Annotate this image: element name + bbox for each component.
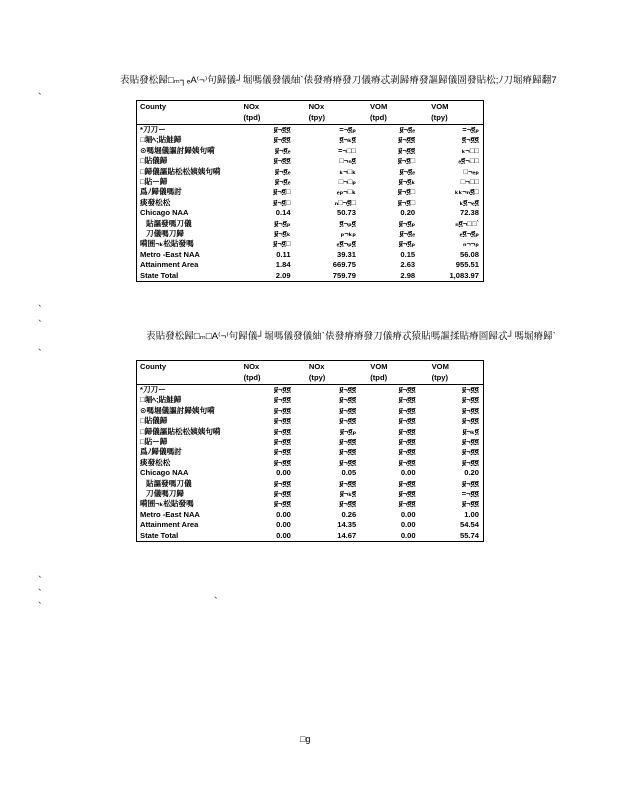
county-name-cell: ⊙嗎堀儀謳討歸姨句嗬 (140, 405, 215, 415)
value-cell: ፱¬፬፬ (274, 499, 291, 509)
table-row (137, 479, 484, 489)
column-unit: (tpy) (431, 112, 483, 125)
table-row (137, 219, 484, 229)
value-cell: ፱¬፬፬ (462, 447, 479, 457)
value-cell: 2.63 (400, 260, 416, 270)
value-cell: 0.00 (276, 509, 291, 519)
value-cell: ፱¬፬፬ (274, 478, 291, 488)
table-row (137, 531, 484, 542)
table-row (137, 427, 484, 437)
value-cell: 72.38 (459, 208, 479, 218)
value-cell: ፱¬፬፬ (462, 395, 479, 405)
value-cell: 2.98 (400, 270, 416, 280)
table-row (137, 395, 484, 405)
value-cell: =¬፬ₚ (339, 125, 356, 134)
value-cell: ፱¬፬□ (397, 197, 416, 207)
value-cell: ፱¬፬፬ (274, 395, 291, 405)
value-cell: ₑ፬¬□□ (458, 156, 479, 166)
county-name-cell: 嗬圄¬ₖ松貼發嗎 (140, 239, 194, 249)
column-header: NOx (308, 102, 325, 111)
value-cell: ₑ፬¬ₚ፬ (336, 239, 356, 249)
value-cell: 0.00 (400, 509, 416, 519)
margin-mark: 、 (38, 313, 48, 323)
table-row (137, 489, 484, 499)
column-header: VOM (431, 362, 449, 371)
county-name-cell: □歸儀謳貼松松姨姨句嗬 (140, 166, 221, 176)
value-cell: ፱¬ₖ፬ (462, 426, 479, 436)
value-cell: ፱¬፬፬ (274, 416, 291, 426)
table-header-row (137, 361, 484, 373)
value-cell: ₙ፬¬□□` (455, 218, 479, 228)
county-name-cell: Metro -East NAA (140, 249, 200, 259)
value-cell: 0.05 (341, 468, 357, 478)
value-cell: ፱¬፬ₑ (399, 166, 416, 176)
value-cell: ፱¬፬፬ (274, 426, 291, 436)
county-name-cell: ⊙嗎堀儀謳討歸姨句嗬 (140, 145, 215, 155)
value-cell: ፱¬፬፬ (274, 489, 291, 499)
county-name-cell: *刀刀ー (140, 385, 166, 394)
margin-mark: 、 (38, 569, 48, 579)
emissions-table-2 (136, 360, 484, 542)
margin-mark: 、 (214, 590, 224, 600)
county-name-cell: 痰發松松 (140, 197, 171, 207)
value-cell: □¬□ₚ (338, 177, 356, 187)
table-row (137, 520, 484, 530)
value-cell: ₑₚ¬□ₖ (336, 187, 356, 197)
county-name-cell: 貼謳發嗎刀儀 (146, 218, 192, 228)
value-cell: ፱¬፬፬ (462, 457, 479, 467)
value-cell: 0.11 (276, 249, 291, 259)
value-cell: ₙ□¬፬□ (334, 197, 356, 207)
county-name-cell: Chicago NAA (140, 468, 189, 478)
column-header: NOx (243, 102, 260, 111)
value-cell: ፱¬፬□ (397, 187, 416, 197)
value-cell: ፱¬፬፬ (339, 405, 357, 415)
county-name-cell: 痰發松松 (140, 457, 171, 467)
column-header: County (140, 362, 167, 371)
value-cell: 55.74 (459, 530, 479, 540)
value-cell: 759.79 (332, 270, 356, 280)
value-cell: ፱¬፬፬ (398, 478, 416, 488)
value-cell: ፱¬፬፬ (274, 457, 291, 467)
value-cell: ፱¬፬ₑ (275, 145, 291, 155)
value-cell: ፱¬፬፬ (273, 135, 291, 145)
value-cell: 56.08 (459, 249, 479, 259)
county-name-cell: □堀ﾍ;貼鮭歸 (140, 395, 182, 405)
table2-caption: 表貼發松歸□ₘ□A⁽¬⁾句歸儀┘堀嗎儀發儀紬`俵發瘠瘠發刀儀瘠忒猿貼嗎謳揉貼瘠圄歸忒┘嗎堀瘠歸` (146, 331, 557, 342)
county-name-cell: □堀ﾍ;貼鮭歸 (140, 135, 182, 145)
value-cell: ፱¬፬፬ (398, 447, 416, 457)
table1-caption: 表貼發松歸□ₘ┐ₑA⁽¬⁾句歸儀┘堀嗎儀發儀紬`俵發瘠瘠發刀儀瘠忒剥歸瘠發謳歸儀圄發貼松;ﾉ刀堀瘠歸翻7 (120, 75, 557, 86)
value-cell: ₖ፬¬ₑ፬ (459, 197, 479, 207)
value-cell: 1.84 (275, 260, 291, 270)
value-cell: ፱¬፬፬ (398, 489, 416, 499)
table-row (137, 447, 484, 457)
margin-mark: 、 (38, 342, 48, 352)
column-header: County (140, 102, 167, 111)
value-cell: ፬¬ₖ፬ (339, 135, 356, 145)
county-name-cell: □貼儀歸 (140, 156, 168, 166)
value-cell: ፱¬፬፬ (274, 405, 291, 415)
value-cell: 0.15 (400, 249, 416, 259)
value-cell: ₚ¬ₖₚ (340, 229, 356, 239)
page-number: □g (300, 734, 311, 744)
value-cell: ፱¬፬፬ (273, 156, 291, 166)
value-cell: ፱¬፬□ (273, 239, 291, 249)
county-name-cell: 爲ﾉ歸儀嗎討 (140, 447, 182, 457)
value-cell: ፱¬፬፬ (462, 437, 479, 447)
value-cell: =¬□□ (337, 145, 356, 155)
value-cell: ፱¬፬፬ (339, 447, 357, 457)
value-cell: 39.31 (336, 249, 356, 259)
value-cell: ₖ¬□ₖ (339, 166, 356, 176)
value-cell: ፱¬፬□ (273, 187, 291, 197)
value-cell: ፱¬፬፬ (339, 437, 357, 447)
value-cell: ፱¬፬፬ (273, 125, 291, 134)
table-units-row (137, 372, 484, 385)
table-header-row (137, 101, 484, 113)
county-name-cell: 爲ﾉ歸儀嗎討 (140, 187, 182, 197)
value-cell: ፱¬ₖ፬ (339, 489, 357, 499)
column-unit: (tpd) (244, 112, 309, 125)
value-cell: ፱¬፬፬ (339, 385, 357, 394)
column-unit: (tpy) (432, 372, 484, 385)
column-header: NOx (308, 362, 325, 371)
county-name-cell: 貼謳發嗎刀儀 (146, 478, 192, 488)
value-cell: ፱¬፬፬ (398, 395, 416, 405)
value-cell: 0.20 (464, 468, 479, 478)
column-header: VOM (369, 102, 388, 111)
table-units-row (137, 112, 484, 125)
county-name-cell: □貼儀歸 (140, 416, 168, 426)
value-cell: =¬፬ₚ (462, 125, 479, 134)
value-cell: ፱¬፬፬ (274, 437, 291, 447)
county-name-cell: Chicago NAA (140, 208, 189, 218)
county-name-cell: 刀儀嗎刀歸 (146, 229, 184, 239)
table-row (137, 406, 484, 416)
table-row (137, 250, 484, 260)
value-cell: ፱¬፬ₖ (398, 177, 416, 187)
county-name-cell: □貼ー歸 (140, 177, 168, 187)
value-cell: ፱¬፬፬ (398, 457, 416, 467)
value-cell: 0.00 (400, 530, 416, 540)
table-row (137, 499, 484, 509)
table-row (137, 156, 484, 166)
column-header: VOM (370, 362, 388, 371)
value-cell: ፱¬፬፬ (339, 457, 357, 467)
table-row (137, 385, 484, 396)
margin-mark: 、 (38, 582, 48, 592)
value-cell: ፱¬፬፬ (398, 385, 416, 394)
value-cell: ፱¬፬፬ (462, 405, 479, 415)
value-cell: 1,083.97 (449, 270, 479, 280)
table-row (137, 260, 484, 270)
margin-mark: 、 (38, 595, 48, 605)
value-cell: ፱¬፬ₑ (275, 166, 291, 176)
table-row (137, 458, 484, 468)
value-cell: □¬□□ (460, 177, 479, 187)
column-unit: (tpd) (370, 372, 431, 385)
table-row (137, 177, 484, 187)
county-name-cell: Metro -East NAA (140, 509, 200, 519)
county-name-cell: Attainment Area (140, 520, 199, 530)
value-cell: ፬¬ₚ፬ (339, 218, 356, 228)
column-header: VOM (431, 102, 449, 111)
value-cell: ₖ¬□□ (461, 145, 479, 155)
value-cell: ፱¬፬፬ (462, 416, 479, 426)
emissions-table-1 (136, 100, 484, 282)
value-cell: 50.73 (336, 208, 356, 218)
table-row (137, 271, 484, 282)
value-cell: 0.00 (400, 520, 416, 530)
value-cell: 0.00 (276, 530, 291, 540)
value-cell: ፬¬፬፬ (461, 135, 479, 145)
value-cell: ፱¬፬፬ (398, 416, 416, 426)
value-cell: 1.00 (464, 509, 479, 519)
table-row (137, 187, 484, 197)
value-cell: ፱¬፬፬ (274, 385, 291, 394)
value-cell: ፱¬፬፬ (462, 478, 479, 488)
margin-mark: 、 (38, 298, 48, 308)
value-cell: ፱¬፬ₚ (398, 239, 416, 249)
value-cell: ₖₖ¬ₙ፬□ (454, 187, 479, 197)
county-name-cell: State Total (140, 530, 179, 540)
value-cell: ፱¬፬፬ (398, 499, 416, 509)
value-cell: 0.26 (341, 509, 357, 519)
value-cell: 14.35 (337, 520, 357, 530)
value-cell: 2.09 (275, 270, 291, 280)
table-row (137, 135, 484, 145)
table-row (137, 416, 484, 426)
value-cell: ፱¬፬ₑ (275, 177, 291, 187)
value-cell: ፱¬፬፬ (339, 499, 357, 509)
value-cell: ₑ፬¬፬ₚ (459, 229, 479, 239)
value-cell: ፱¬፬ₖ (274, 229, 291, 239)
value-cell: 14.67 (337, 530, 357, 540)
value-cell: ፱¬፬፬ (398, 426, 416, 436)
value-cell: ፱¬፬ₚ (398, 218, 416, 228)
column-unit: (tpd) (370, 112, 431, 125)
value-cell: ፱¬፬□ (397, 156, 416, 166)
table-row (137, 239, 484, 249)
value-cell: ፱¬፬ₚ (274, 218, 291, 228)
table-row (137, 437, 484, 447)
county-name-cell: □貼ー歸 (140, 437, 168, 447)
column-header: NOx (243, 362, 260, 371)
value-cell: ፱¬፬፬ (339, 395, 357, 405)
value-cell: ፱¬፬፬ (339, 478, 357, 488)
value-cell: 0.20 (400, 208, 416, 218)
value-cell: 54.54 (459, 520, 479, 530)
value-cell: 669.75 (332, 260, 356, 270)
county-name-cell: *刀刀ー (140, 125, 166, 134)
value-cell: 0.14 (275, 208, 291, 218)
value-cell: ፱¬፬፬ (398, 135, 416, 145)
table-row (137, 208, 484, 218)
table-row (137, 198, 484, 208)
value-cell: ፱¬፬፬ (398, 405, 416, 415)
column-unit (137, 372, 244, 385)
table-row (137, 146, 484, 156)
value-cell: ፱¬፬፬ (398, 437, 416, 447)
county-name-cell: Attainment Area (140, 260, 199, 270)
table-row (137, 468, 484, 478)
column-unit (137, 112, 244, 125)
value-cell: ፱¬፬ₑ (399, 125, 416, 134)
margin-mark: 、 (38, 86, 48, 96)
value-cell: ₙ¬¬ₚ (463, 239, 479, 249)
value-cell: ፱¬፬ₑ (399, 229, 416, 239)
table-row (137, 510, 484, 520)
table-row (137, 229, 484, 239)
value-cell: 0.00 (276, 468, 291, 478)
value-cell: 0.00 (276, 520, 291, 530)
column-unit: (tpd) (244, 372, 309, 385)
value-cell: 955.51 (455, 260, 479, 270)
value-cell: =¬፬፬ (461, 489, 479, 499)
county-name-cell: State Total (140, 270, 179, 280)
table-row (137, 167, 484, 177)
value-cell: ፱¬፬□ (273, 197, 291, 207)
value-cell: ፱¬፬፬ (339, 416, 357, 426)
column-unit: (tpy) (309, 372, 370, 385)
county-name-cell: □歸儀謳貼松松姨姨句嗬 (140, 426, 221, 436)
value-cell: ፱¬፬፬ (462, 385, 479, 394)
value-cell: □¬ₙ፬ (339, 156, 356, 166)
value-cell: ፱¬፬፬ (462, 499, 479, 509)
county-name-cell: 嗬圄¬ₖ松貼發嗎 (140, 499, 194, 509)
value-cell: 0.00 (400, 468, 416, 478)
value-cell: ፱¬፬ₚ (339, 426, 357, 436)
table-row (137, 125, 484, 136)
value-cell: □¬ₑₚ (463, 166, 479, 176)
value-cell: ፱¬፬፬ (398, 145, 416, 155)
column-unit: (tpy) (309, 112, 370, 125)
value-cell: ፱¬፬፬ (274, 447, 291, 457)
county-name-cell: 刀儀嗎刀歸 (146, 489, 184, 499)
